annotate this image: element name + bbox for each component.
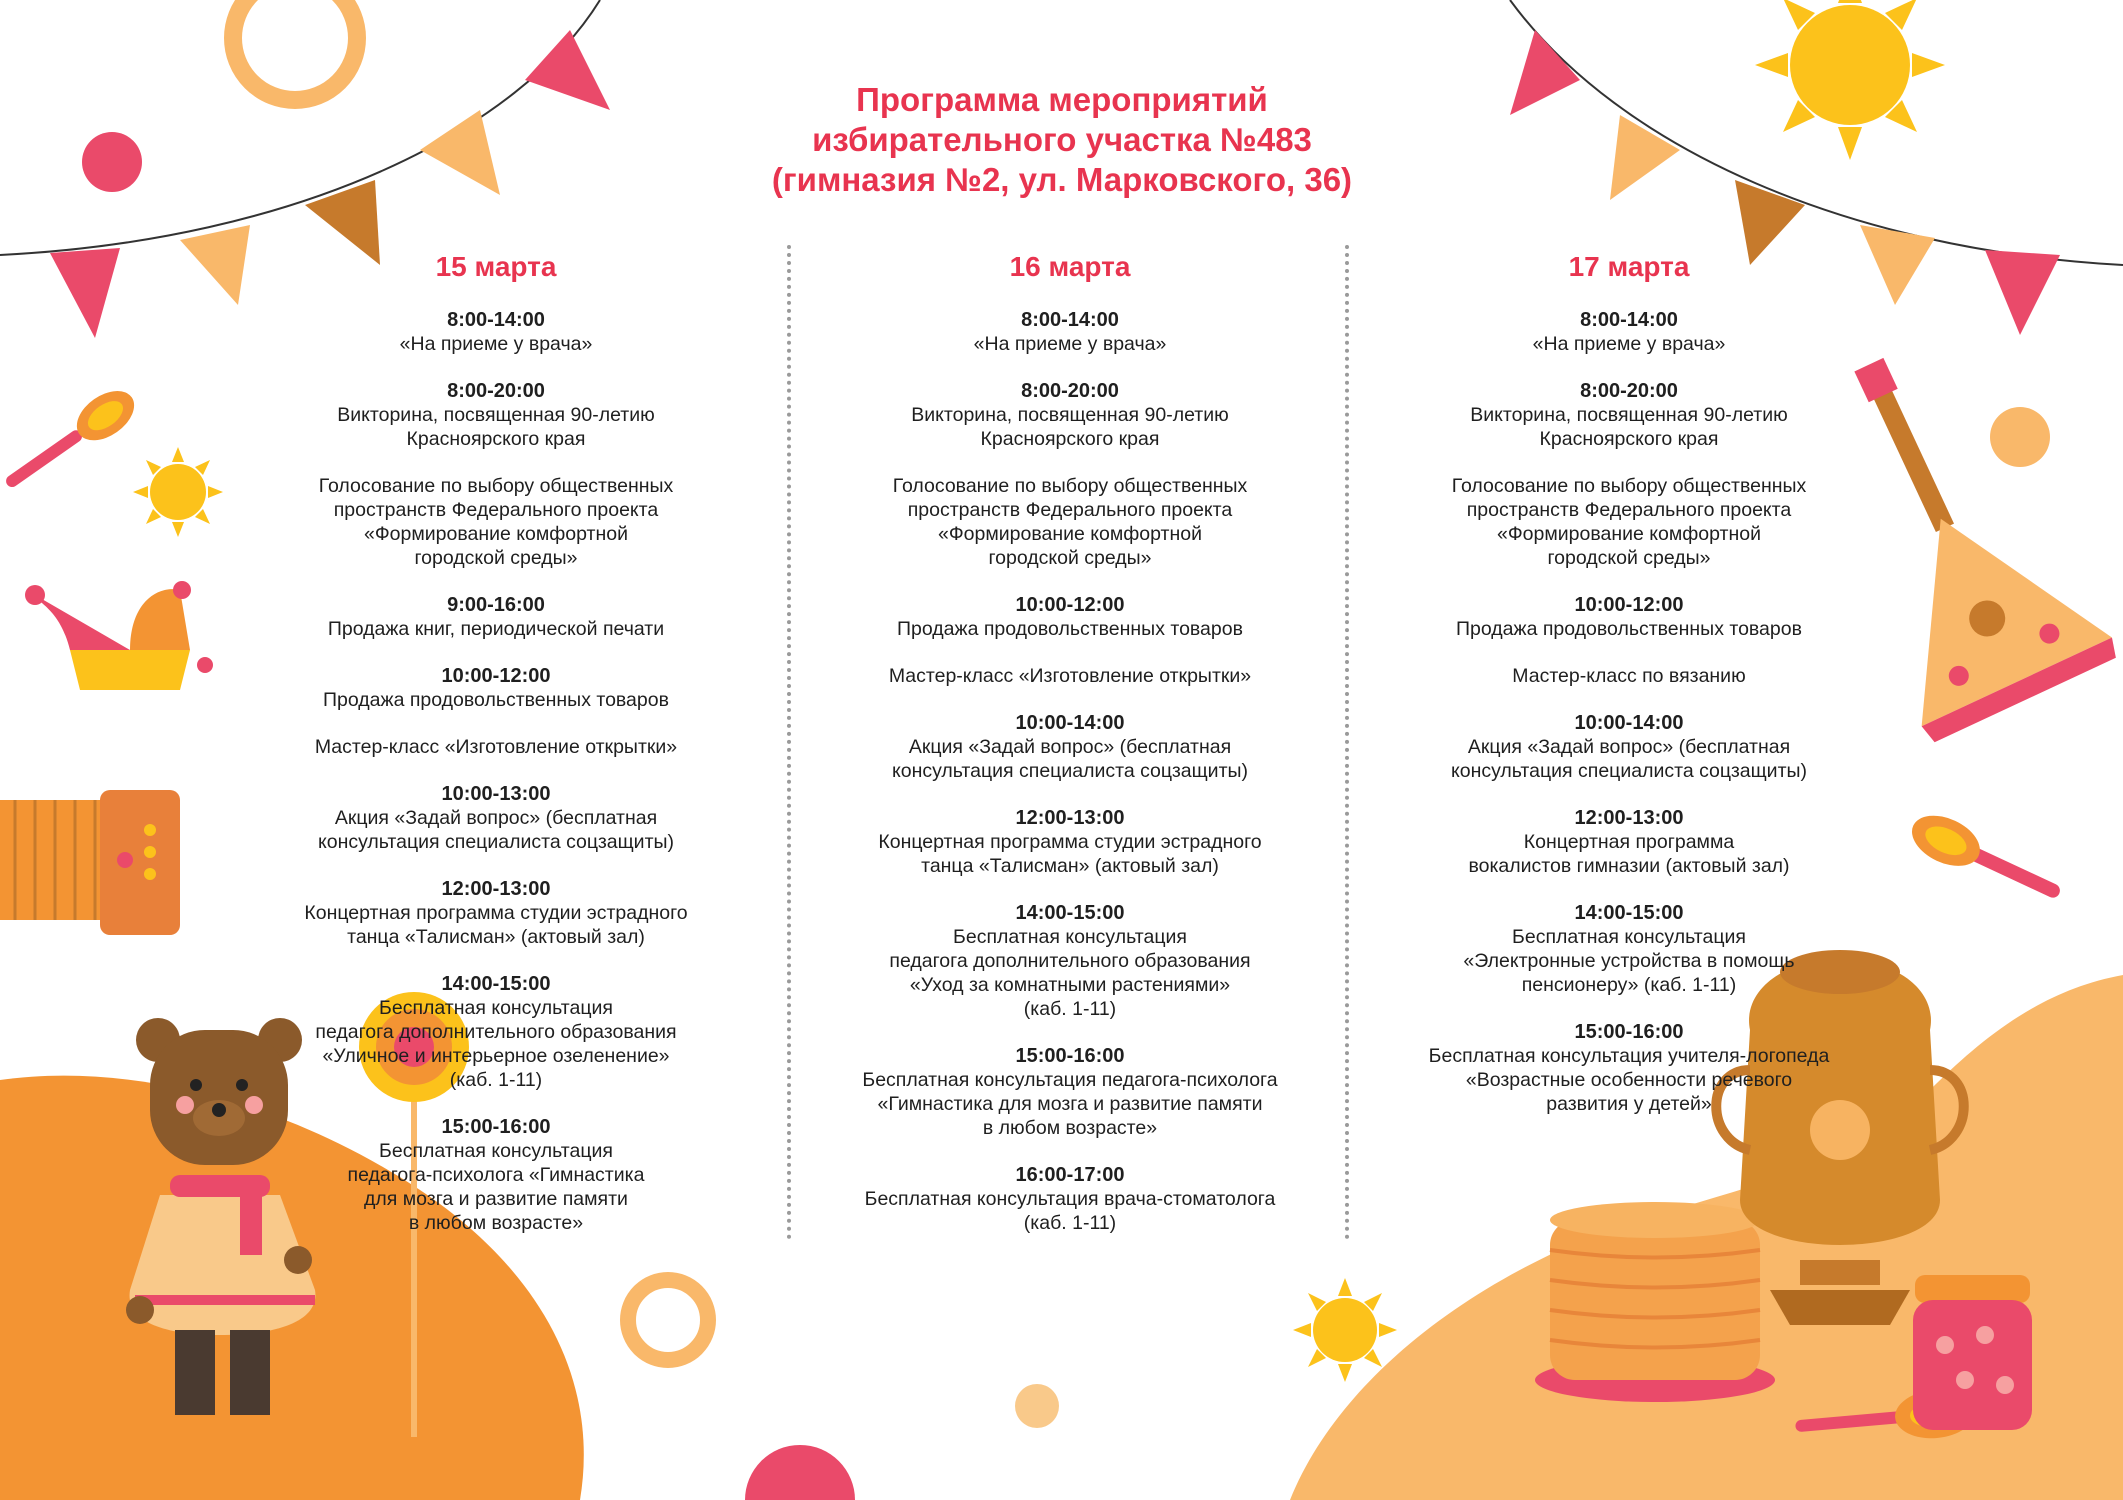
event-time: 15:00-16:00 xyxy=(1574,1021,1684,1043)
event-description-line: Голосование по выбору общественных xyxy=(1451,475,1807,497)
event-description-line: «Электронные устройства в помощь xyxy=(1463,950,1795,972)
event-description-line: педагога-психолога «Гимнастика xyxy=(347,1164,645,1186)
event-description-line: консультация специалиста соцзащиты) xyxy=(1450,760,1808,782)
event-description-line: для мозга и развитие памяти xyxy=(364,1188,628,1210)
event-description-line: Продажа книг, периодической печати xyxy=(327,618,665,640)
flag-icon xyxy=(1860,225,1935,305)
event-description-line: Голосование по выбору общественных xyxy=(892,475,1248,497)
event-description-line: Бесплатная консультация педагога-психолога xyxy=(862,1069,1278,1091)
accordion-icon xyxy=(0,790,180,935)
event-description-line: пространств Федерального проекта xyxy=(333,499,659,521)
event-description-line: Мастер-класс по вязанию xyxy=(1512,665,1746,687)
event-description-line: Продажа продовольственных товаров xyxy=(323,689,669,711)
event-time: 14:00-15:00 xyxy=(1015,902,1125,924)
bunting-string-left xyxy=(0,0,600,255)
event-description-line: «Уличное и интерьерное озеленение» xyxy=(322,1045,670,1067)
event-description-line: консультация специалиста соцзащиты) xyxy=(317,831,675,853)
event-description-line: Акция «Задай вопрос» (бесплатная xyxy=(908,736,1232,758)
event-description-line: городской среды» xyxy=(414,547,578,569)
event-time: 8:00-20:00 xyxy=(447,380,545,402)
event-time: 12:00-13:00 xyxy=(441,878,551,900)
column-separator xyxy=(1345,245,1349,1240)
event-entry xyxy=(830,308,1310,356)
sun-icon xyxy=(133,447,223,537)
event-entry xyxy=(830,1044,1310,1140)
title-line: (гимназия №2, ул. Марковского, 36) xyxy=(771,161,1353,198)
event-entry xyxy=(256,593,736,641)
event-description-line: Мастер-класс «Изготовление открытки» xyxy=(314,736,678,758)
event-description-line: Продажа продовольственных товаров xyxy=(1456,618,1802,640)
event-description-line: «Формирование комфортной xyxy=(937,523,1202,545)
event-description-line: «На приеме у врача» xyxy=(399,333,593,355)
event-entry xyxy=(256,877,736,949)
event-description-line: Викторина, посвященная 90-летию xyxy=(911,404,1229,426)
dot-decoration xyxy=(82,132,142,192)
event-entry xyxy=(256,379,736,451)
event-description-line: «Формирование комфортной xyxy=(1496,523,1761,545)
event-description-line: (каб. 1-11) xyxy=(1023,998,1117,1020)
spoon-icon xyxy=(1904,806,2069,914)
event-entry xyxy=(256,972,736,1092)
event-description-line: пространств Федерального проекта xyxy=(907,499,1233,521)
event-description-line: Бесплатная консультация xyxy=(379,997,613,1019)
event-time: 8:00-14:00 xyxy=(447,309,545,331)
event-description-line: Викторина, посвященная 90-летию xyxy=(337,404,655,426)
day-date-heading: 15 марта xyxy=(435,251,557,282)
event-description-line: в любом возрасте» xyxy=(982,1117,1158,1139)
title-line: избирательного участка №483 xyxy=(812,121,1312,158)
day-date-heading: 16 марта xyxy=(1009,251,1131,282)
event-entry xyxy=(256,664,736,712)
event-description-line: «Уход за комнатными растениями» xyxy=(909,974,1231,996)
event-description-line: Акция «Задай вопрос» (бесплатная xyxy=(1467,736,1791,758)
event-description-line: вокалистов гимназии (актовый зал) xyxy=(1468,855,1790,877)
event-description-line: Красноярского края xyxy=(980,428,1160,450)
event-description-line: педагога дополнительного образования xyxy=(315,1021,677,1043)
event-description-line: танца «Талисман» (актовый зал) xyxy=(347,926,645,948)
event-time: 10:00-14:00 xyxy=(1015,712,1125,734)
event-description-line: в любом возрасте» xyxy=(408,1212,584,1234)
jam-jar-icon xyxy=(1913,1275,2032,1430)
event-entry xyxy=(830,901,1310,1021)
flag-icon xyxy=(1610,115,1680,200)
event-description-line: пространств Федерального проекта xyxy=(1466,499,1792,521)
event-entry xyxy=(1389,474,1869,570)
event-description-line: Концертная программа студии эстрадного xyxy=(304,902,688,924)
event-description-line: Концертная программа xyxy=(1523,831,1735,853)
dot-decoration xyxy=(745,1445,855,1500)
event-entry xyxy=(830,711,1310,783)
event-time: 14:00-15:00 xyxy=(441,973,551,995)
event-description-line: «Формирование комфортной xyxy=(363,523,628,545)
event-description-line: Акция «Задай вопрос» (бесплатная xyxy=(334,807,658,829)
event-entry xyxy=(830,593,1310,641)
dot-decoration xyxy=(1990,407,2050,467)
event-entry xyxy=(1389,379,1869,451)
event-description-line: Бесплатная консультация врача-стоматолога xyxy=(864,1188,1276,1210)
event-time: 8:00-14:00 xyxy=(1580,309,1678,331)
event-description-line: консультация специалиста соцзащиты) xyxy=(891,760,1249,782)
event-description-line: городской среды» xyxy=(1547,547,1711,569)
event-entry xyxy=(1389,593,1869,641)
event-entry xyxy=(830,806,1310,878)
event-time: 8:00-14:00 xyxy=(1021,309,1119,331)
spoon-icon xyxy=(0,381,143,501)
event-description-line: (каб. 1-11) xyxy=(1023,1212,1117,1234)
event-description-line: Викторина, посвященная 90-летию xyxy=(1470,404,1788,426)
day-column xyxy=(1389,250,1869,1139)
event-description-line: «Возрастные особенности речевого xyxy=(1465,1069,1793,1091)
event-time: 14:00-15:00 xyxy=(1574,902,1684,924)
event-entry xyxy=(256,474,736,570)
event-entry xyxy=(830,1163,1310,1235)
event-entry xyxy=(1389,308,1869,356)
event-description-line: «Гимнастика для мозга и развитие памяти xyxy=(877,1093,1263,1115)
event-time: 8:00-20:00 xyxy=(1021,380,1119,402)
ring-decoration xyxy=(628,1280,708,1360)
event-entry xyxy=(256,735,736,759)
event-entry xyxy=(1389,711,1869,783)
title-line: Программа мероприятий xyxy=(856,81,1268,118)
day-column xyxy=(256,250,736,1258)
event-entry xyxy=(830,474,1310,570)
jester-hat-icon xyxy=(25,581,213,690)
flag-icon xyxy=(50,248,120,338)
sun-icon xyxy=(1755,0,1945,160)
event-time: 16:00-17:00 xyxy=(1015,1164,1125,1186)
event-time: 9:00-16:00 xyxy=(447,594,545,616)
event-description-line: Продажа продовольственных товаров xyxy=(897,618,1243,640)
ring-decoration xyxy=(233,0,357,100)
event-entry xyxy=(256,1115,736,1235)
event-description-line: развития у детей» xyxy=(1546,1093,1712,1115)
event-entry xyxy=(1389,1020,1869,1116)
flag-icon xyxy=(420,110,500,195)
event-time: 15:00-16:00 xyxy=(1015,1045,1125,1067)
event-description-line: (каб. 1-11) xyxy=(449,1069,543,1091)
flag-icon xyxy=(1985,250,2060,335)
event-description-line: «На приеме у врача» xyxy=(1532,333,1726,355)
event-description-line: Бесплатная консультация xyxy=(1512,926,1746,948)
event-time: 10:00-14:00 xyxy=(1574,712,1684,734)
flag-icon xyxy=(180,225,250,305)
event-time: 10:00-13:00 xyxy=(441,783,551,805)
event-description-line: Мастер-класс «Изготовление открытки» xyxy=(888,665,1252,687)
event-time: 12:00-13:00 xyxy=(1574,807,1684,829)
dot-decoration xyxy=(1015,1384,1059,1428)
event-description-line: Красноярского края xyxy=(406,428,586,450)
event-description-line: пенсионеру» (каб. 1-11) xyxy=(1521,974,1737,996)
event-time: 10:00-12:00 xyxy=(441,665,551,687)
event-description-line: Концертная программа студии эстрадного xyxy=(878,831,1262,853)
event-description-line: танца «Талисман» (актовый зал) xyxy=(921,855,1219,877)
event-description-line: Красноярского края xyxy=(1539,428,1719,450)
event-description-line: педагога дополнительного образования xyxy=(889,950,1251,972)
event-description-line: «На приеме у врача» xyxy=(973,333,1167,355)
pancakes-icon xyxy=(1535,1202,1775,1402)
event-description-line: городской среды» xyxy=(988,547,1152,569)
day-column xyxy=(830,250,1310,1258)
event-time: 15:00-16:00 xyxy=(441,1116,551,1138)
page-title xyxy=(562,80,1562,200)
event-entry xyxy=(1389,664,1869,688)
day-date-heading: 17 марта xyxy=(1568,251,1690,282)
event-description-line: Бесплатная консультация учителя-логопеда xyxy=(1428,1045,1830,1067)
event-time: 8:00-20:00 xyxy=(1580,380,1678,402)
column-separator xyxy=(787,245,791,1240)
event-entry xyxy=(830,379,1310,451)
event-entry xyxy=(1389,806,1869,878)
event-entry xyxy=(256,308,736,356)
event-description-line: Бесплатная консультация xyxy=(379,1140,613,1162)
event-description-line: Голосование по выбору общественных xyxy=(318,475,674,497)
event-time: 10:00-12:00 xyxy=(1015,594,1125,616)
event-entry xyxy=(830,664,1310,688)
event-time: 10:00-12:00 xyxy=(1574,594,1684,616)
event-time: 12:00-13:00 xyxy=(1015,807,1125,829)
event-description-line: Бесплатная консультация xyxy=(953,926,1187,948)
event-entry xyxy=(1389,901,1869,997)
event-entry xyxy=(256,782,736,854)
sun-icon xyxy=(1293,1278,1397,1382)
